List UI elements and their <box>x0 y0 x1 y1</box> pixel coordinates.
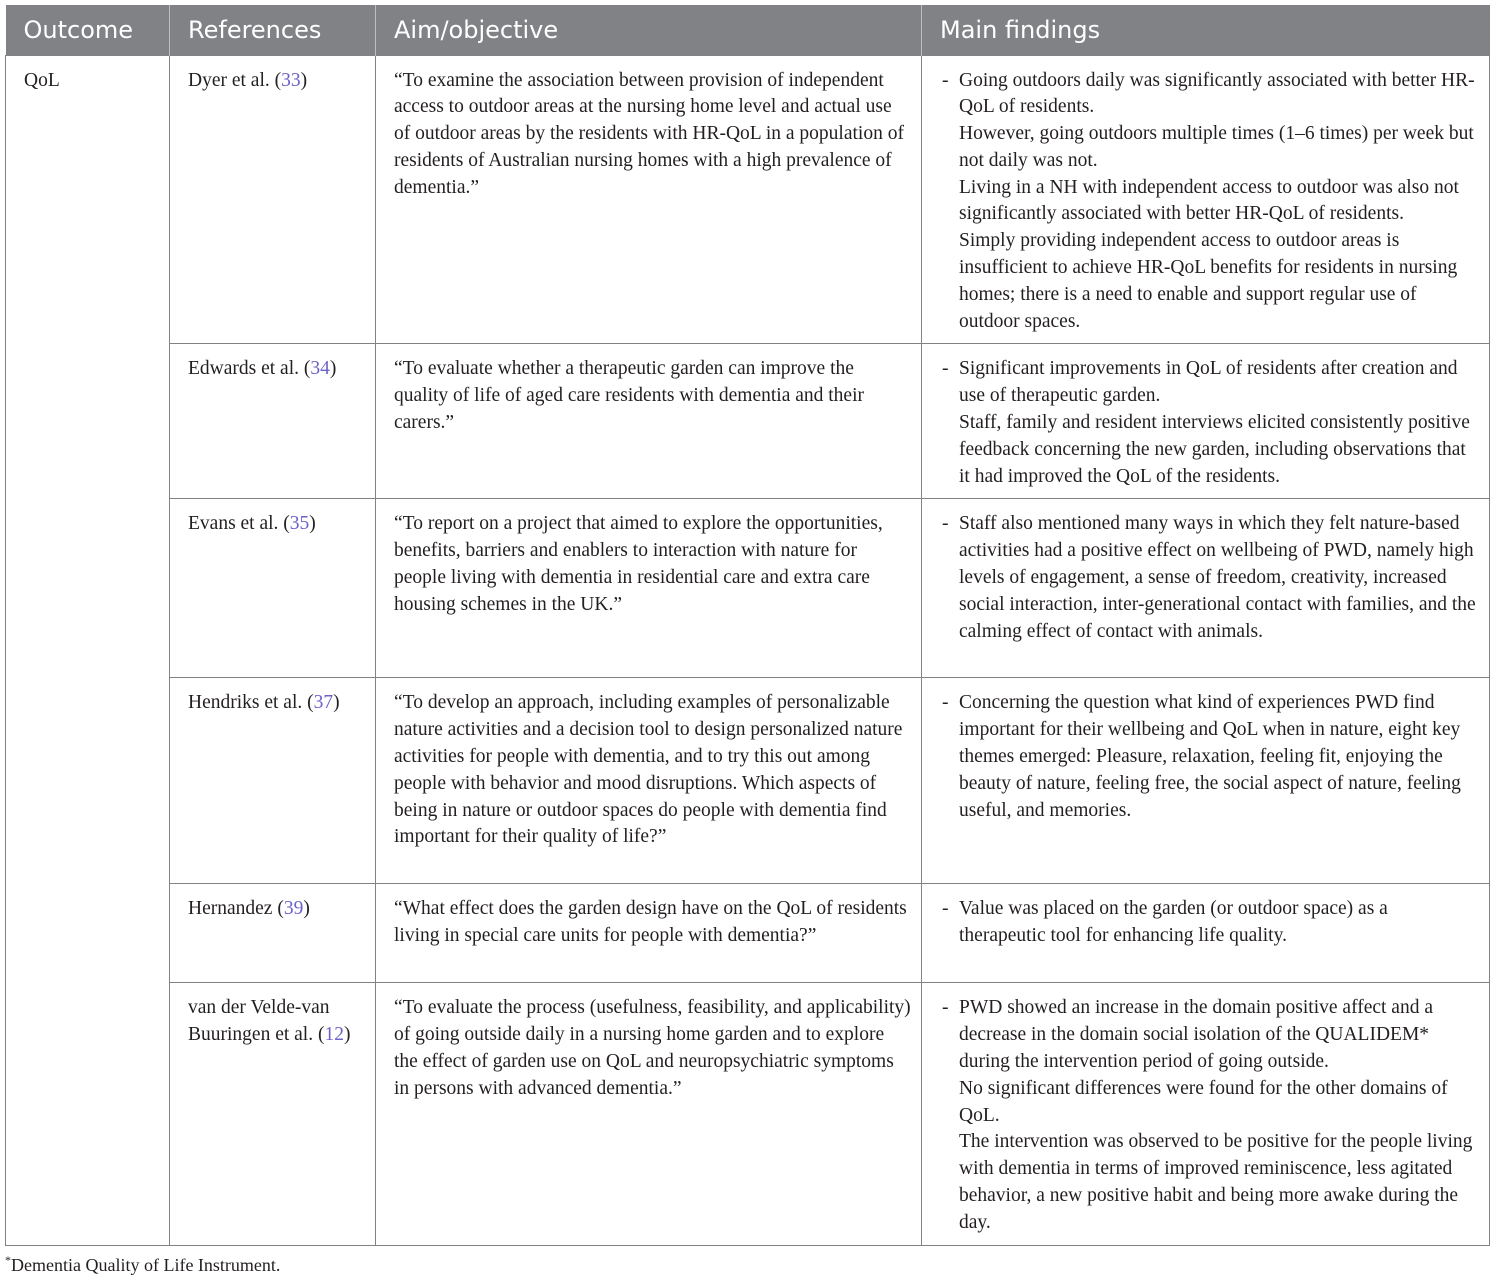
findings-table <box>5 5 1490 1246</box>
reference-link[interactable]: 37 <box>313 692 334 714</box>
table-row <box>6 678 1490 884</box>
reference-cell <box>170 983 376 1245</box>
bullet-dash: - <box>942 358 949 380</box>
aim-cell: “What effect does the garden design have on the QoL of residents living in special care units for people with dementia?” <box>376 884 922 983</box>
footnote-marker: * <box>5 1253 11 1267</box>
findings-text: Value was placed on the garden (or outdoor space) as a therapeutic tool for enhancing life quality. <box>959 898 1388 947</box>
header-main-findings: Main findings <box>922 5 1490 55</box>
reference-link[interactable]: 35 <box>289 513 310 535</box>
reference-author: Evans et al. ( <box>188 513 290 535</box>
reference-cell <box>170 499 376 678</box>
reference-close: ) <box>343 1024 351 1046</box>
reference-author: van der Velde-van Buuringen et al. ( <box>188 997 330 1046</box>
footnote-text: Dementia Quality of Life Instrument. <box>11 1255 281 1275</box>
aim-cell: “To develop an approach, including examples of personalizable nature activities and a decision tool to design personalized nature activities for people with dementia, and to try this out among people with behavior and mood disruptions. Which aspects of being in nature or outdoor spaces do people with dementia find important for their quality of life?” <box>376 678 922 884</box>
bullet-dash: - <box>942 69 949 91</box>
bullet-dash: - <box>942 997 949 1019</box>
findings-cell <box>922 344 1490 499</box>
table-row <box>6 55 1490 344</box>
reference-link[interactable]: 39 <box>283 898 304 920</box>
findings-text: Going outdoors daily was significantly associated with better HR-QoL of residents. However, going outdoors multiple times (1–6 times) per week but not daily was not. Living in a NH with independent access to outdoor was also not significantly associated with better HR-QoL of residents. Simply providing independent access to outdoor areas is insufficient to achieve HR-QoL benefits for residents in nursing homes; there is a need to enable and support regular use of outdoor spaces. <box>959 69 1475 332</box>
table-row <box>6 983 1490 1245</box>
aim-cell: “To evaluate whether a therapeutic garden can improve the quality of life of aged care residents with dementia and their carers.” <box>376 344 922 499</box>
header-references: References <box>170 5 376 55</box>
aim-cell: “To evaluate the process (usefulness, feasibility, and applicability) of going outside daily in a nursing home garden and to explore the effect of garden use on QoL and neuropsychiatric symptoms in persons with advanced dementia.” <box>376 983 922 1245</box>
reference-author: Hernandez ( <box>188 898 284 920</box>
findings-text: Significant improvements in QoL of residents after creation and use of therapeutic garden. Staff, family and resident interviews elicited consistently positive feedback concerning the new garden, including observations that it had improved the QoL of the residents. <box>959 358 1470 487</box>
table-footnote <box>5 1249 280 1276</box>
reference-cell <box>170 55 376 344</box>
reference-link[interactable]: 33 <box>281 69 301 91</box>
table-row <box>6 884 1490 983</box>
bullet-dash: - <box>942 898 949 920</box>
reference-close: ) <box>300 69 308 91</box>
bullet-dash: - <box>942 692 949 714</box>
reference-close: ) <box>329 358 337 380</box>
aim-cell: “To report on a project that aimed to explore the opportunities, benefits, barriers and enablers to interaction with nature for people living with dementia in residential care and extra care housing schemes in the UK.” <box>376 499 922 678</box>
reference-close: ) <box>333 692 340 714</box>
findings-cell <box>922 678 1490 884</box>
reference-author: Hendriks et al. ( <box>188 692 314 714</box>
bullet-dash: - <box>942 513 949 535</box>
findings-cell <box>922 983 1490 1245</box>
findings-text: Concerning the question what kind of experiences PWD find important for their wellbeing and QoL when in nature, eight key themes emerged: Pleasure, relaxation, feeling fit, enjoying the beauty of nature, feeling free, the social aspect of nature, feeling useful, and memories. <box>959 692 1461 821</box>
table-body <box>6 55 1490 1245</box>
header-aim: Aim/objective <box>376 5 922 55</box>
reference-author: Edwards et al. ( <box>188 358 311 380</box>
reference-close: ) <box>303 898 310 920</box>
table-row <box>6 344 1490 499</box>
outcome-cell: QoL <box>6 55 170 1245</box>
reference-close: ) <box>309 513 316 535</box>
reference-link[interactable]: 34 <box>310 358 330 380</box>
table-row <box>6 499 1490 678</box>
reference-cell <box>170 678 376 884</box>
reference-cell <box>170 344 376 499</box>
findings-text: PWD showed an increase in the domain positive affect and a decrease in the domain social isolation of the QUALIDEM* during the intervention period of going outside. No significant differences were found for the other domains of QoL. The intervention was observed to be positive for the people living with dementia in terms of improved reminiscence, less agitated behavior, a new positive habit and being more awake during the day. <box>959 997 1473 1233</box>
findings-cell <box>922 55 1490 344</box>
findings-text: Staff also mentioned many ways in which they felt nature-based activities had a positive effect on wellbeing of PWD, namely high levels of engagement, a sense of freedom, creativity, increased social interaction, inter-generational contact with families, and the calming effect of contact with animals. <box>959 513 1476 642</box>
findings-cell <box>922 499 1490 678</box>
reference-cell <box>170 884 376 983</box>
table-header-row <box>6 5 1490 55</box>
aim-cell: “To examine the association between provision of independent access to outdoor areas at the nursing home level and actual use of outdoor areas by the residents with HR-QoL in a population of residents of Australian nursing homes with a high prevalence of dementia.” <box>376 55 922 344</box>
reference-author: Dyer et al. ( <box>188 69 282 91</box>
findings-cell <box>922 884 1490 983</box>
header-outcome: Outcome <box>6 5 170 55</box>
reference-link[interactable]: 12 <box>324 1024 344 1046</box>
